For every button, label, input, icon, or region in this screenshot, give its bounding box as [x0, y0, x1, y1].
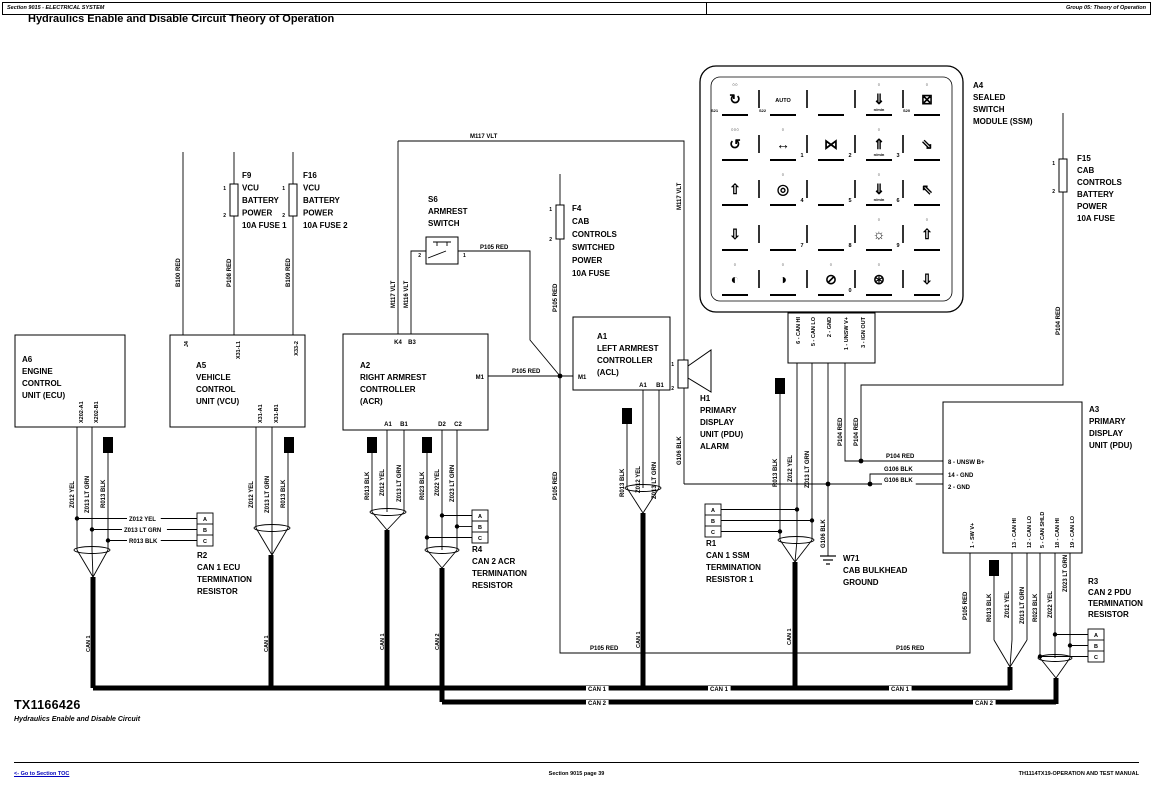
a4-ssm-bezel [711, 77, 952, 301]
alarm-mute-icon-leds: ○ [829, 262, 833, 267]
h1-pin-2: 2 [671, 386, 674, 392]
a2-pin-m1: M1 [475, 375, 484, 381]
wire-a1-r013: R013 BLK [620, 468, 626, 497]
seat-forward-icon: ⇘ [921, 136, 933, 152]
a5-label: VEHICLE [196, 373, 231, 382]
wire-ssm-r013: R013 BLK [773, 458, 779, 487]
s6-switch-box [426, 237, 458, 264]
boom-extend-icon-leds: ○ [781, 127, 785, 132]
r1-label: CAN 1 SSM [706, 551, 750, 560]
fan-icon-leds: ○ [877, 217, 881, 222]
wire-ssm-g106: G106 BLK [821, 519, 827, 548]
r4-label: CAN 2 ACR [472, 557, 516, 566]
r1-label: RESISTOR 1 [706, 575, 754, 584]
r2-pin-a: A [203, 517, 207, 523]
figure-number: TX1166426 [14, 698, 81, 712]
a3-shield-terminal [989, 560, 999, 576]
s6-label: ARMREST [428, 207, 468, 216]
can1-bus-label-1: CAN 1 [588, 687, 607, 693]
ssm-cell-number: 4 [800, 198, 804, 204]
w71-label: GROUND [843, 578, 879, 587]
f9-pin-2: 2 [223, 213, 226, 219]
r3-label: RESISTOR [1088, 610, 1129, 619]
conveyor-raise-icon: ⇧ [921, 226, 933, 242]
rpm-down-icon-leds: ○ [877, 172, 881, 177]
r2-label: TERMINATION [197, 575, 252, 584]
wire-m117-vlt-top: M117 VLT [470, 134, 498, 140]
r3-label: R3 [1088, 577, 1099, 586]
r1-label: R1 [706, 539, 717, 548]
a4-label: SWITCH [973, 105, 1005, 114]
ssm-cell-tag: S21 [711, 108, 719, 113]
ssm-cell-tag: S22 [759, 108, 767, 113]
junction-dots [75, 374, 1072, 659]
r3-label: TERMINATION [1088, 599, 1143, 608]
can2-bus [442, 568, 1056, 704]
can1-drop-a5: CAN 1 [264, 635, 270, 652]
ssm-cell-number: 2 [848, 153, 852, 159]
a3-label: DISPLAY [1089, 429, 1123, 438]
f15-pin-2: 2 [1052, 189, 1055, 195]
a2-pin-b1: B1 [400, 422, 408, 428]
f16-label: F16 [303, 171, 317, 180]
a1-label: (ACL) [597, 368, 619, 377]
can1-bus [93, 513, 1010, 690]
wire-a2-z012: Z012 YEL [380, 469, 386, 496]
a1-shield-terminal [622, 408, 632, 424]
wire-b109-red: B109 RED [286, 258, 292, 287]
ssm-cell-number: 1 [800, 153, 804, 159]
wire-a2-z022: Z022 YEL [435, 469, 441, 496]
a5-pin-j4: J4 [184, 341, 190, 348]
a5-label: UNIT (VCU) [196, 397, 240, 406]
engine-preheat-icon-leds: ○ [877, 262, 881, 267]
a6-label: ENGINE [22, 367, 53, 376]
wire-ssm-p104a: P104 RED [838, 417, 844, 446]
f16-label: 10A FUSE 2 [303, 221, 348, 230]
wire-p108-red: P108 RED [227, 258, 233, 287]
r1-pin-c: C [711, 530, 715, 536]
footer-rule [14, 762, 1139, 763]
boom-raise-icon: ⇧ [729, 181, 741, 197]
wire-g106-blk-14: G106 BLK [884, 467, 913, 473]
r3-pin-a: A [1094, 633, 1098, 639]
ssm-pin-2-gnd: 2 - GND [827, 317, 833, 338]
wire-p105-red-mid: P105 RED [553, 471, 559, 500]
w71-label: W71 [843, 554, 860, 563]
wire-a3-z013: Z013 LT GRN [1020, 586, 1026, 624]
boom-lower-icon: ⇩ [729, 226, 741, 242]
header-section: Section 9015 - ELECTRICAL SYSTEM [7, 5, 105, 11]
ssm-cell-number: 7 [800, 243, 804, 249]
f4-label: CONTROLS [572, 230, 617, 239]
a5-pin-x33-2: X33-2 [294, 341, 300, 356]
ssm-pin-6-can-hi: 6 - CAN HI [796, 317, 802, 344]
s6-pin-2: 2 [418, 253, 421, 259]
can1-drop-ssm: CAN 1 [787, 628, 793, 645]
a2-pin-b3: B3 [408, 340, 416, 346]
f15-label: F15 [1077, 154, 1091, 163]
f4-label: CAB [572, 217, 590, 226]
s6-pin-1: 1 [463, 253, 466, 259]
r3-label: CAN 2 PDU [1088, 588, 1132, 597]
can1-bus-label-3: CAN 1 [891, 687, 910, 693]
jlbl-r2-z013: Z013 LT GRN [124, 528, 162, 534]
wire-a5-z012: Z012 YEL [249, 481, 255, 508]
a5-pin-x31-b1: X31-B1 [274, 404, 280, 423]
wire-a6-z012: Z012 YEL [70, 481, 76, 508]
f9-label: VCU [242, 183, 259, 193]
f9-pin-1: 1 [223, 186, 226, 192]
ssm-cell-number: 8 [848, 243, 852, 249]
h1-alarm-connector [678, 360, 688, 388]
h1-label: UNIT (PDU) [700, 430, 744, 439]
ssm-cell-number: 3 [896, 153, 900, 159]
wire-a2-r023: R023 BLK [420, 471, 426, 500]
hydraulic-lock-icon-leds: ○ [925, 82, 929, 87]
wire-ssm-z013: Z013 LT GRN [805, 450, 811, 488]
f16-label: POWER [303, 208, 334, 218]
f15-pin-1: 1 [1052, 161, 1055, 167]
w71-label: CAB BULKHEAD [843, 566, 908, 575]
s6-contact-icon [428, 242, 451, 258]
wire-a5-r013: R013 BLK [281, 479, 287, 508]
hydraulic-rotate-icon: ↻ [729, 91, 741, 107]
a2-label: RIGHT ARMREST [360, 373, 427, 382]
a1-pin-m1: M1 [578, 375, 587, 381]
a3-label: A3 [1089, 405, 1100, 414]
h1-label: DISPLAY [700, 418, 734, 427]
rpm-increase-icon: ⇑ [873, 136, 885, 152]
a1-label: A1 [597, 332, 608, 341]
bucket-shake-icon: ↺ [729, 136, 741, 152]
ssm-cell-tag: S20 [903, 108, 911, 113]
gauge-icon: ◎ [776, 181, 790, 197]
a2-pin-a1: A1 [384, 422, 392, 428]
wire-a2-z013: Z013 LT GRN [397, 464, 403, 502]
work-light-low-icon-leds: ○ [733, 262, 737, 267]
a1-label: LEFT ARMREST [597, 344, 659, 353]
f4-fuse [556, 205, 564, 239]
f4-label: POWER [572, 256, 603, 265]
wire-a2-r013: R013 BLK [365, 471, 371, 500]
a6-pin-x202-b1: X202-B1 [94, 401, 100, 423]
ssm-cell-number: 9 [896, 243, 900, 249]
f16-pin-2: 2 [282, 213, 285, 219]
f15-label: BATTERY [1077, 190, 1114, 199]
wire-b100-red: B100 RED [176, 258, 182, 287]
r4-label: TERMINATION [472, 569, 527, 578]
a1-label: CONTROLLER [597, 356, 653, 365]
a5-pin-x31-a1: X31-A1 [258, 404, 264, 423]
footer-manual-id: TH1114TX19-OPERATION AND TEST MANUAL [1018, 771, 1139, 777]
shield-terminals [103, 378, 999, 576]
a5-label: A5 [196, 361, 207, 370]
f4-label: SWITCHED [572, 243, 615, 252]
a3-pin-14-gnd: 14 - GND [948, 473, 974, 479]
a1-acl-box [573, 317, 670, 390]
alarm-mute-icon: ⊘ [825, 271, 837, 287]
h1-label: PRIMARY [700, 406, 737, 415]
h1-label: ALARM [700, 442, 729, 451]
conveyor-lower-icon: ⇩ [921, 271, 933, 287]
r2-pin-b: B [203, 528, 207, 534]
fan-icon: ☼ [872, 226, 886, 242]
r3-pin-c: C [1094, 655, 1098, 661]
h1-horn-icon [688, 350, 711, 392]
a3-pin-19-can-lo: 19 - CAN LO [1070, 515, 1076, 548]
r4-label: RESISTOR [472, 581, 513, 590]
f9-fuse [230, 184, 238, 216]
wire-ssm-z012: Z012 YEL [788, 455, 794, 482]
a4-label: SEALED [973, 93, 1006, 102]
ssm-pin-1-unsw: 1 - UNSW V+ [844, 317, 850, 351]
rpm-down-icon-sub: n/min [873, 197, 885, 202]
s6-label: SWITCH [428, 219, 460, 228]
diagram-labels [22, 81, 1143, 708]
auto-mode-icon: AUTO [775, 98, 791, 104]
harness-connectors [74, 485, 1072, 662]
a3-pin-12-can-lo: 12 - CAN LO [1027, 515, 1033, 548]
ssm-pin-5-can-lo: 5 - CAN LO [811, 317, 817, 347]
ssm-cell-number: 0 [848, 288, 852, 294]
a2-can2-shield-terminal [422, 437, 432, 453]
wire-g106-blk-h1: G106 BLK [677, 436, 683, 465]
w71-ground-symbol [820, 556, 836, 564]
wire-p104-red-h: P104 RED [886, 454, 915, 460]
a5-pin-x31-l1: X31-L1 [236, 341, 242, 360]
footer-toc-link[interactable]: <- Go to Section TOC [14, 771, 70, 777]
wire-a3-p105: P105 RED [963, 591, 969, 620]
a2-can1-shield-terminal [367, 437, 377, 453]
f9-label: POWER [242, 208, 273, 218]
s6-label: S6 [428, 195, 438, 204]
wire-m117-vlt-a2: M117 VLT [391, 280, 397, 308]
a6-label: A6 [22, 355, 33, 364]
a6-label: CONTROL [22, 379, 62, 388]
f15-label: CONTROLS [1077, 178, 1122, 187]
f15-label: 10A FUSE [1077, 214, 1115, 223]
a2-acr-box [343, 334, 488, 430]
f4-label: 10A FUSE [572, 269, 610, 278]
f4-pin-2: 2 [549, 237, 552, 243]
can1-bus-label-2: CAN 1 [710, 687, 729, 693]
f4-label: F4 [572, 204, 582, 213]
wire-m117-vlt-right: M117 VLT [677, 182, 683, 210]
f16-label: VCU [303, 183, 320, 193]
wire-ssm-p104b: P104 RED [854, 417, 860, 446]
boom-extend-icon: ↔ [776, 136, 790, 152]
wire-p105-red-bus1: P105 RED [590, 646, 619, 652]
wire-g106-blk-2: G106 BLK [884, 478, 913, 484]
ssm-pin-3-ign: 3 - IGN OUT [861, 317, 867, 348]
a3-pin-5-can-shld: 5 - CAN SHLD [1040, 511, 1046, 548]
can1-drop-a1: CAN 1 [636, 631, 642, 648]
a2-pin-d2: D2 [438, 422, 446, 428]
a6-label: UNIT (ECU) [22, 391, 66, 400]
wire-a6-z013: Z013 LT GRN [85, 475, 91, 513]
r4-pin-c: C [478, 536, 482, 542]
ssm-shield-terminal [775, 378, 785, 394]
wire-a6-r013: R013 BLK [101, 479, 107, 508]
rpm-decrease-icon-sub: n/min [873, 107, 885, 112]
a2-label: (ACR) [360, 397, 383, 406]
rpm-down-icon: ⇓ [873, 181, 885, 197]
r3-pin-b: B [1094, 644, 1098, 650]
work-light-high-icon-leds: ○ [781, 262, 785, 267]
hydraulic-lock-icon: ⊠ [921, 91, 933, 107]
a3-pin-2-gnd: 2 - GND [948, 485, 971, 491]
a6-shield-terminal [103, 437, 113, 453]
f15-fuse [1059, 159, 1067, 192]
wire-a1-z013: Z013 LT GRN [652, 461, 658, 499]
wire-p105-red-s6: P105 RED [480, 245, 509, 251]
wire-a3-z012: Z012 YEL [1005, 591, 1011, 618]
r2-label: R2 [197, 551, 208, 560]
wire-a2-z023: Z023 LT GRN [450, 464, 456, 502]
header-group: Group 05: Theory of Operation [1065, 5, 1146, 11]
can1-drop-a6: CAN 1 [86, 635, 92, 652]
work-light-high-icon: ◑ [778, 271, 788, 287]
rpm-increase-icon-leds: ○ [877, 127, 881, 132]
seat-back-icon: ⇖ [921, 181, 933, 197]
wire-a3-z023: Z023 LT GRN [1063, 554, 1069, 592]
a3-pin-8-unsw: 8 - UNSW B+ [948, 460, 985, 466]
f9-label: F9 [242, 171, 252, 180]
wire-a3-z022: Z022 YEL [1048, 591, 1054, 618]
gauge-icon-leds: ○ [781, 172, 785, 177]
can2-bus-label-1: CAN 2 [588, 701, 607, 707]
a2-pin-k4: K4 [394, 340, 402, 346]
a3-label: UNIT (PDU) [1089, 441, 1133, 450]
a1-pin-a1: A1 [639, 383, 647, 389]
f15-label: CAB [1077, 166, 1095, 175]
wire-p105-red-m1: P105 RED [512, 369, 541, 375]
can2-drop-a2: CAN 2 [435, 633, 441, 650]
f15-label: POWER [1077, 202, 1108, 211]
coupler-icon: ⋈ [824, 136, 838, 152]
engine-preheat-icon: ⊛ [873, 271, 885, 287]
jlbl-r2-z012: Z012 YEL [129, 517, 156, 523]
f4-pin-1: 1 [549, 207, 552, 213]
r2-pin-c: C [203, 539, 207, 545]
a4-label: A4 [973, 81, 984, 90]
f16-pin-1: 1 [282, 186, 285, 192]
page-title: Hydraulics Enable and Disable Circuit Theory of Operation [28, 13, 335, 25]
wire-m116-vlt: M116 VLT [404, 280, 410, 308]
wire-a3-r013: R013 BLK [987, 593, 993, 622]
wire-a1-z012: Z012 YEL [636, 466, 642, 493]
r1-pin-b: B [711, 519, 715, 525]
a2-label: A2 [360, 361, 371, 370]
rpm-increase-icon-sub: n/min [873, 152, 885, 157]
wire-p105-red-bus2: P105 RED [896, 646, 925, 652]
r2-label: CAN 1 ECU [197, 563, 241, 572]
ssm-keypad-icons [711, 82, 940, 295]
a6-pin-x202-a1: X202-A1 [79, 401, 85, 423]
footer-page-number: Section 9015 page 39 [548, 771, 605, 777]
can2-bus-label-2: CAN 2 [975, 701, 994, 707]
figure-caption: Hydraulics Enable and Disable Circuit [14, 716, 141, 723]
a3-pin-13-can-hi: 13 - CAN HI [1012, 518, 1018, 548]
hydraulic-rotate-icon-leds: ○○ [732, 82, 738, 87]
a3-label: PRIMARY [1089, 417, 1126, 426]
r2-label: RESISTOR [197, 587, 238, 596]
f9-label: 10A FUSE 1 [242, 221, 287, 230]
conveyor-raise-icon-leds: ○ [925, 217, 929, 222]
wire-a3-r023: R023 BLK [1033, 593, 1039, 622]
f9-label: BATTERY [242, 196, 279, 205]
a4-label: MODULE (SSM) [973, 117, 1033, 126]
h1-label: H1 [700, 394, 711, 403]
ssm-cell-number: 6 [896, 198, 900, 204]
can1-drop-a2: CAN 1 [380, 633, 386, 650]
a3-pin-1-swv: 1 - SW V+ [970, 522, 976, 548]
jlbl-r2-r013: R013 BLK [129, 539, 158, 545]
f16-fuse [289, 184, 297, 216]
a2-label: CONTROLLER [360, 385, 416, 394]
f16-label: BATTERY [303, 196, 340, 205]
r1-label: TERMINATION [706, 563, 761, 572]
r4-label: R4 [472, 545, 483, 554]
r1-pin-a: A [711, 508, 715, 514]
a3-pin-18-can-hi: 18 - CAN HI [1055, 518, 1061, 548]
r4-pin-b: B [478, 525, 482, 531]
r4-pin-a: A [478, 514, 482, 520]
wire-a5-z013: Z013 LT GRN [265, 475, 271, 513]
h1-pin-1: 1 [671, 362, 674, 368]
work-light-low-icon: ◐ [730, 271, 740, 287]
ssm-cell-number: 5 [848, 198, 852, 204]
a1-pin-b1: B1 [656, 383, 664, 389]
wire-p105-red-f4: P105 RED [553, 283, 559, 312]
a5-label: CONTROL [196, 385, 236, 394]
rpm-decrease-icon: ⇓ [873, 91, 885, 107]
a2-pin-c2: C2 [454, 422, 462, 428]
a5-shield-terminal [284, 437, 294, 453]
rpm-decrease-icon-leds: ○ [877, 82, 881, 87]
bucket-shake-icon-leds: ○○○ [730, 127, 740, 132]
wire-f15-p104: P104 RED [1056, 306, 1062, 335]
